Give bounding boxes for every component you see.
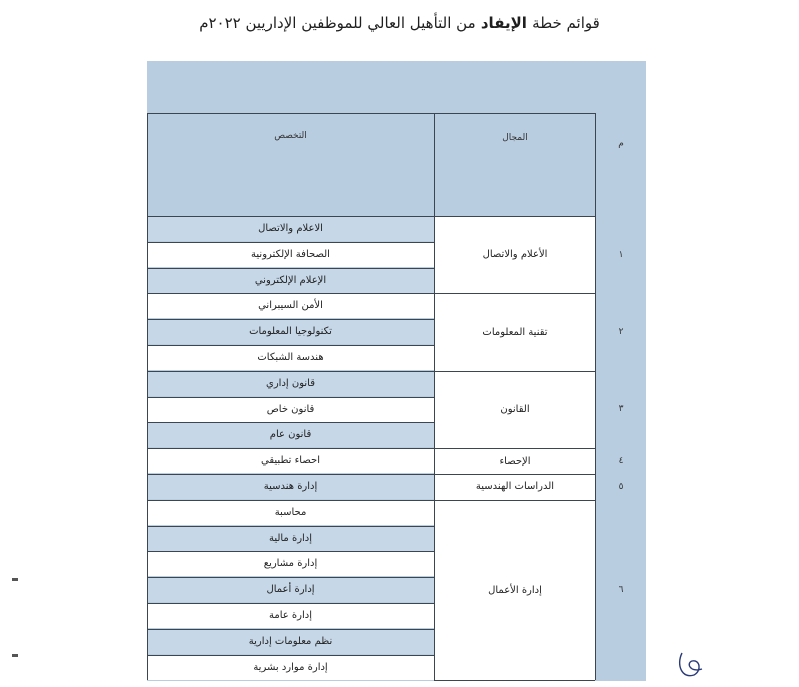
grid-line [147, 448, 434, 449]
field-cell: تقنية المعلومات [435, 293, 595, 370]
grid-line [434, 448, 595, 449]
grid-line [147, 293, 434, 294]
specialization-cell: الإعلام الإلكتروني [147, 268, 434, 293]
grid-line [147, 268, 434, 269]
specialization-cell: نظم معلومات إدارية [147, 629, 434, 654]
grid-line [147, 216, 595, 217]
grid-line [147, 603, 434, 604]
plan-table [147, 61, 646, 681]
specialization-cell: قانون إداري [147, 371, 434, 396]
specialization-cell: احصاء تطبيقي [147, 448, 434, 473]
specialization-cell: تكنولوجيا المعلومات [147, 319, 434, 344]
specialization-cell: إدارة عامة [147, 603, 434, 628]
grid-line [147, 500, 434, 501]
grid-line [147, 397, 434, 398]
row-number-cell: ٥ [618, 481, 624, 492]
page-title [0, 14, 799, 32]
specialization-cell: محاسبة [147, 500, 434, 525]
grid-line [434, 474, 595, 475]
specialization-cell: إدارة مشاريع [147, 551, 434, 576]
grid-line [147, 422, 434, 423]
grid-line [595, 113, 596, 680]
field-cell: الدراسات الهندسية [435, 474, 595, 500]
grid-line [434, 500, 595, 501]
specialization-cell: إدارة أعمال [147, 577, 434, 602]
header-specialization: التخصص [274, 131, 307, 141]
specialization-cell: الصحافة الإلكترونية [147, 242, 434, 267]
specialization-cell: هندسة الشبكات [147, 345, 434, 370]
grid-line [147, 474, 434, 475]
specialization-cell: قانون عام [147, 422, 434, 447]
grid-line [147, 113, 595, 114]
specialization-cell: إدارة مالية [147, 526, 434, 551]
specialization-cell: قانون خاص [147, 397, 434, 422]
row-number-cell: ٣ [618, 404, 624, 415]
field-cell: الإحصاء [435, 448, 595, 474]
field-cell: إدارة الأعمال [435, 500, 595, 681]
handwritten-mark-icon [672, 645, 732, 687]
margin-tick [12, 578, 18, 581]
title-tail: من التأهيل العالي للموظفين الإداريين ٢٠٢٢م [199, 14, 476, 32]
grid-line [147, 319, 434, 320]
row-number-cell: ١ [618, 249, 624, 260]
grid-line [434, 680, 595, 681]
grid-line [147, 526, 434, 527]
grid-line [147, 629, 434, 630]
specialization-cell: الاعلام والاتصال [147, 216, 434, 241]
row-number-cell: ٢ [618, 327, 624, 338]
margin-tick [12, 654, 18, 657]
grid-line [434, 371, 595, 372]
grid-line [147, 345, 434, 346]
specialization-cell: إدارة موارد بشرية [147, 655, 434, 680]
header-field: المجال [502, 133, 528, 143]
row-number-cell: ٦ [618, 585, 624, 596]
grid-line [147, 577, 434, 578]
grid-line [434, 293, 595, 294]
grid-line [434, 113, 435, 680]
grid-line [147, 371, 434, 372]
grid-line [147, 655, 434, 656]
specialization-cell: إدارة هندسية [147, 474, 434, 499]
specialization-cell: الأمن السيبراني [147, 293, 434, 318]
title-strong: الإيفاد [480, 14, 527, 32]
grid-line [147, 242, 434, 243]
header-number: م [618, 139, 624, 149]
grid-line [147, 551, 434, 552]
title-lead: قوائم خطة [532, 14, 600, 32]
field-cell: القانون [435, 371, 595, 448]
row-number-cell: ٤ [618, 456, 624, 467]
field-cell: الأعلام والاتصال [435, 216, 595, 293]
